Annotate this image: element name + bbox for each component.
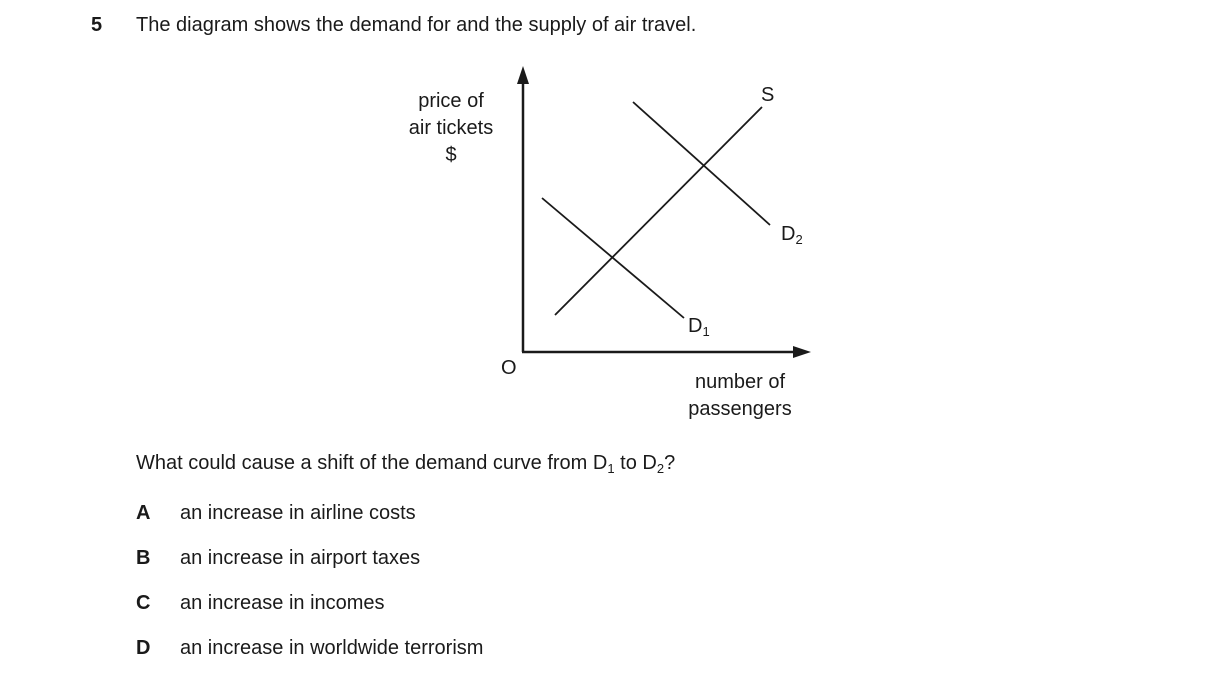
y-axis-label xyxy=(392,88,510,169)
question-prompt xyxy=(136,452,675,476)
prompt-subscript: 1 xyxy=(607,461,615,476)
prompt-subscript: 2 xyxy=(656,461,665,476)
supply-curve-label: S xyxy=(761,84,775,106)
demand-curve-d1-letter: D xyxy=(688,315,703,337)
option-b-text[interactable]: an increase in airport taxes xyxy=(180,547,421,569)
x-axis-label-line: number of xyxy=(694,371,786,393)
option-a-text[interactable]: an increase in airline costs xyxy=(180,502,416,524)
option-c-text[interactable]: an increase in incomes xyxy=(180,592,385,614)
option-d-letter[interactable]: D xyxy=(136,637,151,659)
y-axis-label-line: $ xyxy=(445,144,457,166)
demand-curve-d1-label xyxy=(688,315,710,339)
y-axis-label-line: air tickets xyxy=(408,117,494,139)
prompt-text: to D xyxy=(614,452,657,474)
prompt-text: What could cause a shift of the demand curve from D xyxy=(136,452,608,474)
supply-curve xyxy=(555,107,762,315)
demand-curve-d2-label xyxy=(781,223,803,247)
question-stem: The diagram shows the demand for and the supply of air travel. xyxy=(136,14,697,36)
x-axis-arrowhead xyxy=(793,346,811,358)
x-axis-label-line: passengers xyxy=(688,398,792,420)
option-b-letter[interactable]: B xyxy=(136,547,151,569)
demand-curve-d1-subscript: 1 xyxy=(702,324,710,339)
option-c-letter[interactable]: C xyxy=(136,592,151,614)
x-axis-label xyxy=(674,369,806,423)
option-a-letter[interactable]: A xyxy=(136,502,151,524)
prompt-text: ? xyxy=(664,452,676,474)
demand-curve-d2-subscript: 2 xyxy=(795,232,803,247)
origin-label: O xyxy=(501,357,517,379)
question-number: 5 xyxy=(91,14,103,36)
demand-curve-d1 xyxy=(542,198,684,318)
option-d-text[interactable]: an increase in worldwide terrorism xyxy=(180,637,484,659)
demand-curve-d2-letter: D xyxy=(781,223,796,245)
y-axis-label-line: price of xyxy=(418,90,484,112)
y-axis-arrowhead xyxy=(517,66,529,84)
